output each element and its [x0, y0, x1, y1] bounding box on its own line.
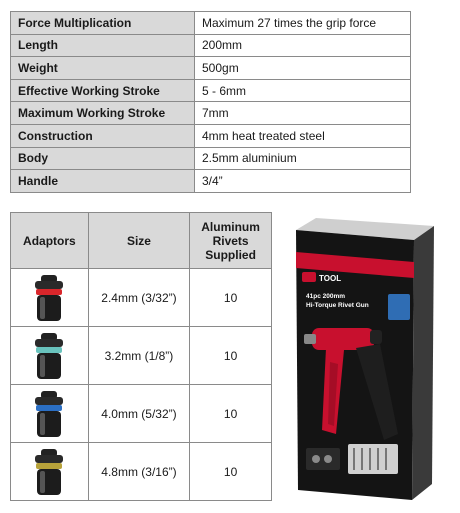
table-row: [11, 12, 411, 35]
spec-label: Force Multiplication: [11, 12, 195, 35]
table-row: [11, 269, 272, 327]
adaptor-size: 3.2mm (1/8”): [88, 327, 189, 385]
product-title-line1: 41pc 200mm: [306, 293, 346, 300]
table-row: [11, 147, 411, 170]
table-row: [11, 385, 272, 443]
adaptor-image-cell: [11, 327, 89, 385]
spec-label: Length: [11, 34, 195, 57]
adaptor-rivets: 10: [190, 385, 272, 443]
header-rivets-line1: Aluminum: [201, 219, 260, 234]
spec-label: Body: [11, 147, 195, 170]
spec-value: 7mm: [195, 102, 411, 125]
spec-label: Construction: [11, 124, 195, 147]
adaptor-image-cell: [11, 443, 89, 501]
spec-value: 200mm: [195, 34, 411, 57]
spec-value: 5 - 6mm: [195, 79, 411, 102]
table-row: [11, 443, 272, 501]
spec-value: 2.5mm aluminium: [195, 147, 411, 170]
table-row: [11, 170, 411, 193]
header-adaptors: Adaptors: [11, 213, 89, 269]
spec-label: Handle: [11, 170, 195, 193]
spec-label: Weight: [11, 57, 195, 80]
adaptor-image-cell: [11, 269, 89, 327]
spec-label: Maximum Working Stroke: [11, 102, 195, 125]
spec-label: Effective Working Stroke: [11, 79, 195, 102]
nozzle-adaptor-icon: [29, 447, 69, 497]
rivets-window: [348, 444, 398, 474]
adaptor-size: 4.8mm (3/16”): [88, 443, 189, 501]
table-header-row: [11, 213, 272, 269]
box-side: [412, 226, 434, 500]
product-title-line2: Hi-Torque Rivet Gun: [306, 302, 369, 309]
brand-name: TOOL: [319, 274, 342, 283]
header-rivets-line2: Rivets: [212, 233, 249, 248]
adaptor-rivets: 10: [190, 269, 272, 327]
brand-logo: [302, 272, 316, 282]
adaptors-table: [10, 212, 272, 501]
adaptor-size: 4.0mm (5/32”): [88, 385, 189, 443]
product-box-image: [286, 212, 436, 502]
spec-value: 4mm heat treated steel: [195, 124, 411, 147]
adaptor-image-cell: [11, 385, 89, 443]
adaptor-rivets: 10: [190, 443, 272, 501]
table-row: [11, 327, 272, 385]
adaptor-rivets: 10: [190, 327, 272, 385]
specs-table: [10, 11, 411, 193]
feature-badge: [388, 294, 410, 320]
table-row: [11, 57, 411, 80]
spec-value: 3/4”: [195, 170, 411, 193]
header-rivets: [190, 213, 272, 269]
table-row: [11, 79, 411, 102]
table-row: [11, 34, 411, 57]
header-rivets-line3: Supplied: [205, 247, 256, 262]
spec-value: Maximum 27 times the grip force: [195, 12, 411, 35]
nozzle-adaptor-icon: [29, 331, 69, 381]
table-row: [11, 124, 411, 147]
adaptor-size: 2.4mm (3/32”): [88, 269, 189, 327]
header-size: Size: [88, 213, 189, 269]
nozzle-adaptor-icon: [29, 389, 69, 439]
accessory-tray: [306, 448, 340, 470]
table-row: [11, 102, 411, 125]
nozzle-adaptor-icon: [29, 273, 69, 323]
spec-value: 500gm: [195, 57, 411, 80]
